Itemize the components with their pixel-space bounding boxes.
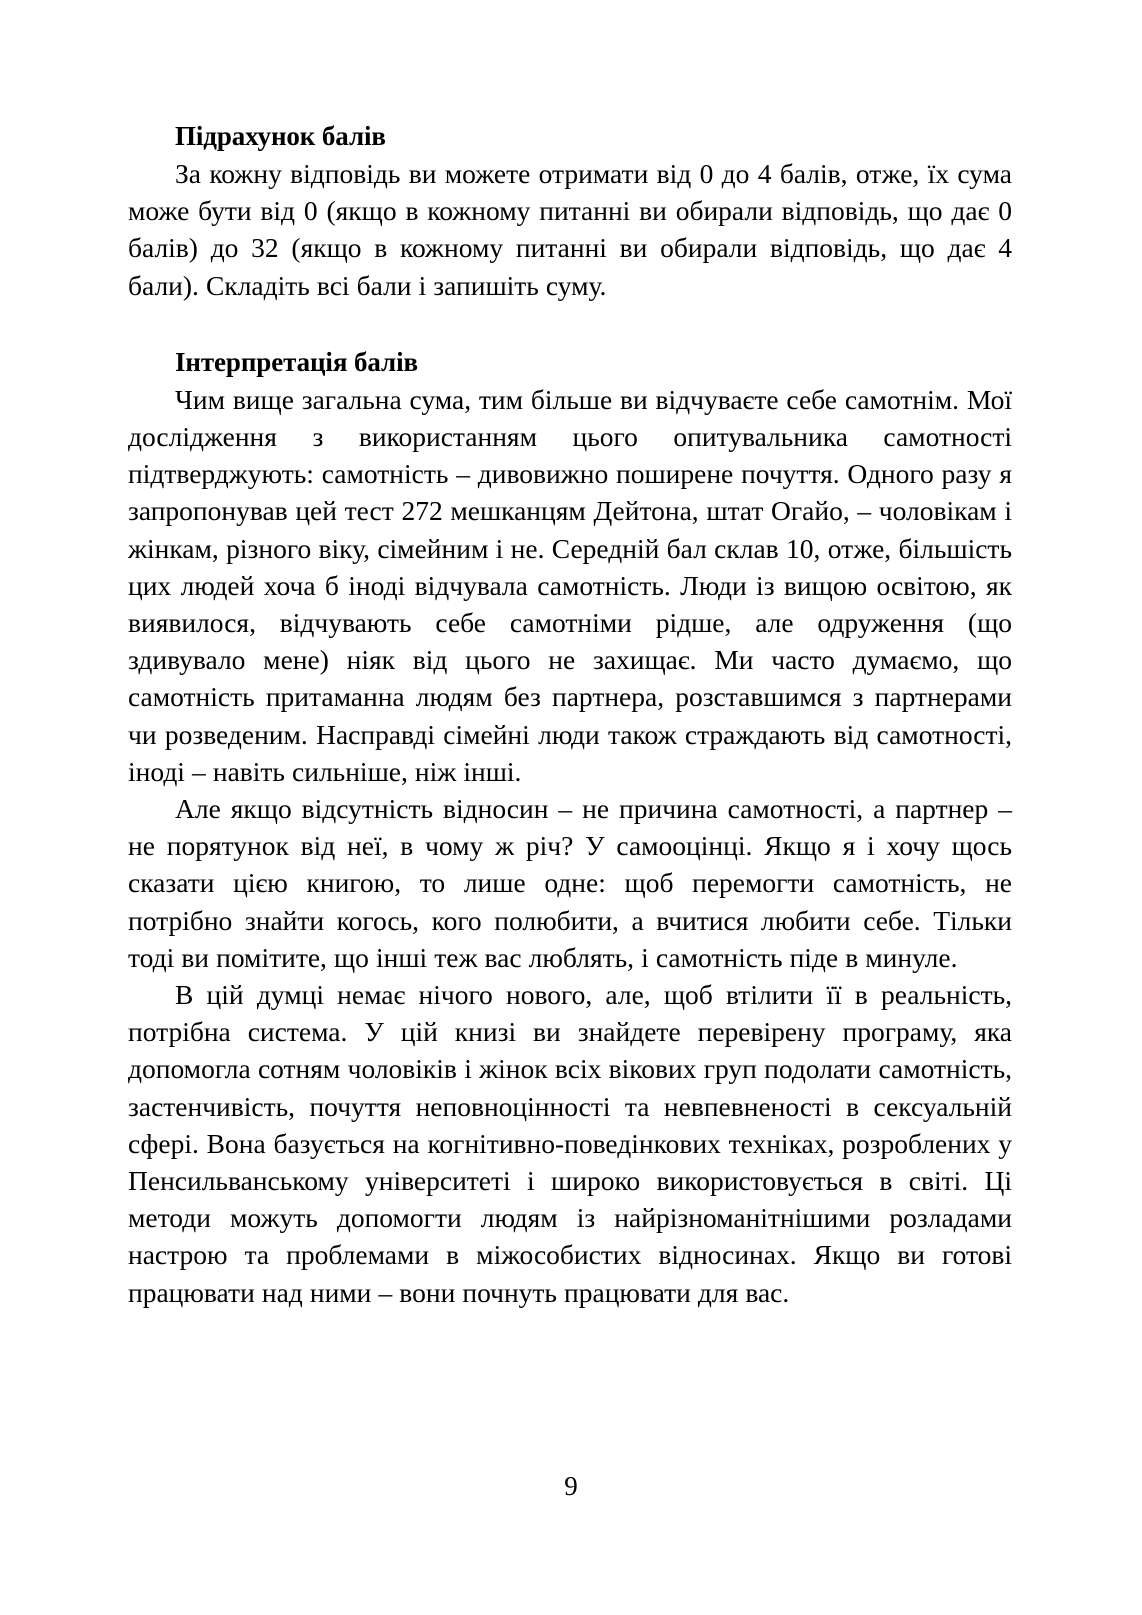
section-heading-interpretation: Інтерпретація балів [175,346,418,377]
page-content [128,118,1012,1311]
paragraph-interpretation-3: В цій думці немає нічого нового, але, щоб втілити її в реальність, потрібна система. У цій книзі ви знайдете перевірену програму, яка допомогла сотням чоловіків і жінок всіх вікових груп подолати самотність, застенчивість, почуття неповноцінності та невпевненості в сексуальній сфері. Вона базується на когнітивно-поведінкових техніках, розроблених у Пенсильванському університеті і широко використовується в світі. Ці методи можуть допомогти людям із найрізноманітнішими розладами настрою та проблемами в міжособистих відносинах. Якщо ви готові працювати над ними – вони почнуть працювати для вас. [128,979,1012,1308]
paragraph-scoring-1: За кожну відповідь ви можете отримати від 0 до 4 балів, отже, їх сума може бути від 0 (якщо в кожному питанні ви обирали відповідь, що дає 0 балів) до 32 (якщо в кожному питанні ви обирали відповідь, що дає 4 бали). Складіть всі бали і запишіть суму. [128,158,1012,301]
section-heading-scoring: Підрахунок балів [175,121,386,151]
paragraph-interpretation-2: Але якщо відсутність відносин – не причина самотності, а партнер – не порятунок від неї, в чому ж річ? У самооцінці. Якщо я і хочу щось сказати цією книгою, то лише одне: щоб перемогти самотність, не потрібно знайти когось, кого полюбити, а вчитися любити себе. Тільки тоді ви помітите, що інші теж вас люблять, і самотність піде в минуле. [128,793,1012,973]
paragraph-interpretation-1: Чим вище загальна сума, тим більше ви відчуваєте себе самотнім. Мої дослідження з використанням цього опитувальника самотності підтверджують: самотність – дивовижно поширене почуття. Одного разу я запропонував цей тест 272 мешканцям Дейтона, штат Огайо, – чоловікам і жінкам, різного віку, сімейним і не. Середній бал склав 10, отже, більшість цих людей хоча б іноді відчувала самотність. Люди із вищою освітою, як виявилося, відчувають себе самотніми рідше, але одруження (що здивувало мене) ніяк від цього не захищає. Ми часто думаємо, що самотність притаманна людям без партнера, розставшимся з партнерами чи розведеним. Насправді сімейні люди також страждають від самотності, іноді – навіть сильніше, ніж інші. [128,383,1012,787]
page-number: 9 [564,1471,578,1501]
